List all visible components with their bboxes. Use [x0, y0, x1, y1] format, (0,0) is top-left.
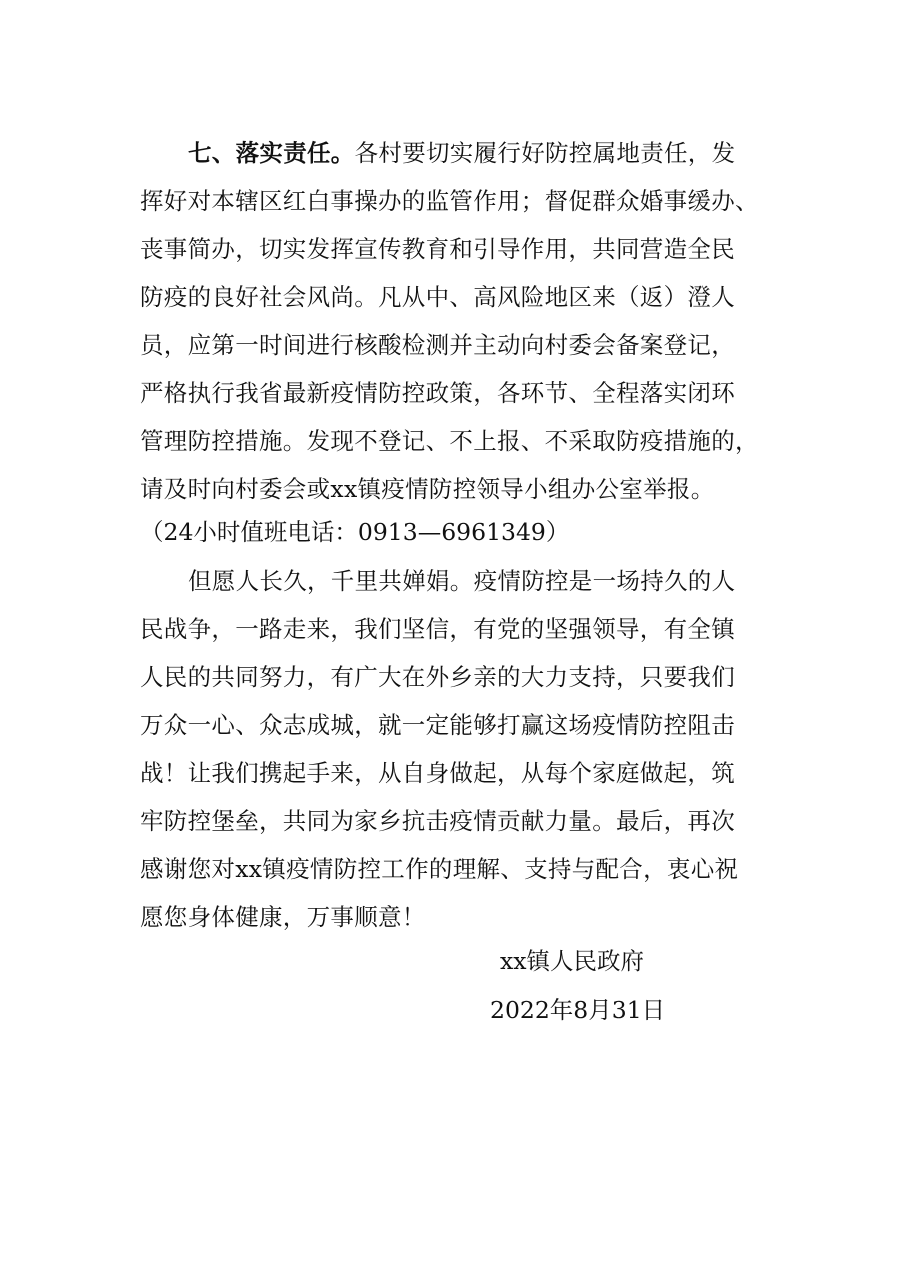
closing-line: 战！让我们携起手来，从自身做起，从每个家庭做起，筑 — [140, 759, 735, 787]
closing-line: 万众一心、众志成城，就一定能够打赢这场疫情防控阻击 — [140, 711, 735, 739]
signature-org: xx镇人民政府 — [500, 947, 645, 975]
section7-line: 丧事简办，切实发挥宣传教育和引导作用，共同营造全民 — [140, 235, 735, 263]
section7-line: 管理防控措施。发现不登记、不上报、不采取防疫措施的， — [140, 427, 759, 455]
closing-line: 人民的共同努力，有广大在外乡亲的大力支持，只要我们 — [140, 663, 735, 691]
closing-line: 民战争，一路走来，我们坚信，有党的坚强领导，有全镇 — [140, 615, 735, 643]
closing-first-line: 但愿人长久，千里共婵娟。疫情防控是一场持久的人 — [188, 567, 736, 595]
signature-date: 2022年8月31日 — [490, 996, 666, 1024]
section7-line: 请及时向村委会或xx镇疫情防控领导小组办公室举报。 — [140, 475, 715, 503]
closing-line: 牢防控堡垒，共同为家乡抗击疫情贡献力量。最后，再次 — [140, 807, 735, 835]
section7-first-line — [188, 138, 828, 168]
hotline-note: （24小时值班电话：0913—6961349） — [140, 518, 570, 546]
closing-line: 感谢您对xx镇疫情防控工作的理解、支持与配合，衷心祝 — [140, 855, 739, 883]
section7-line: 挥好对本辖区红白事操办的监管作用；督促群众婚事缓办、 — [140, 187, 759, 215]
section7-first-line-text: 各村要切实履行好防控属地责任，发 — [354, 139, 736, 167]
closing-line: 愿您身体健康，万事顺意！ — [140, 903, 426, 931]
section7-line: 防疫的良好社会风尚。凡从中、高风险地区来（返）澄人 — [140, 283, 735, 311]
section7-heading: 七、落实责任。 — [188, 139, 355, 167]
section7-line: 严格执行我省最新疫情防控政策，各环节、全程落实闭环 — [140, 379, 735, 407]
section7-line: 员，应第一时间进行核酸检测并主动向村委会备案登记， — [140, 331, 735, 359]
